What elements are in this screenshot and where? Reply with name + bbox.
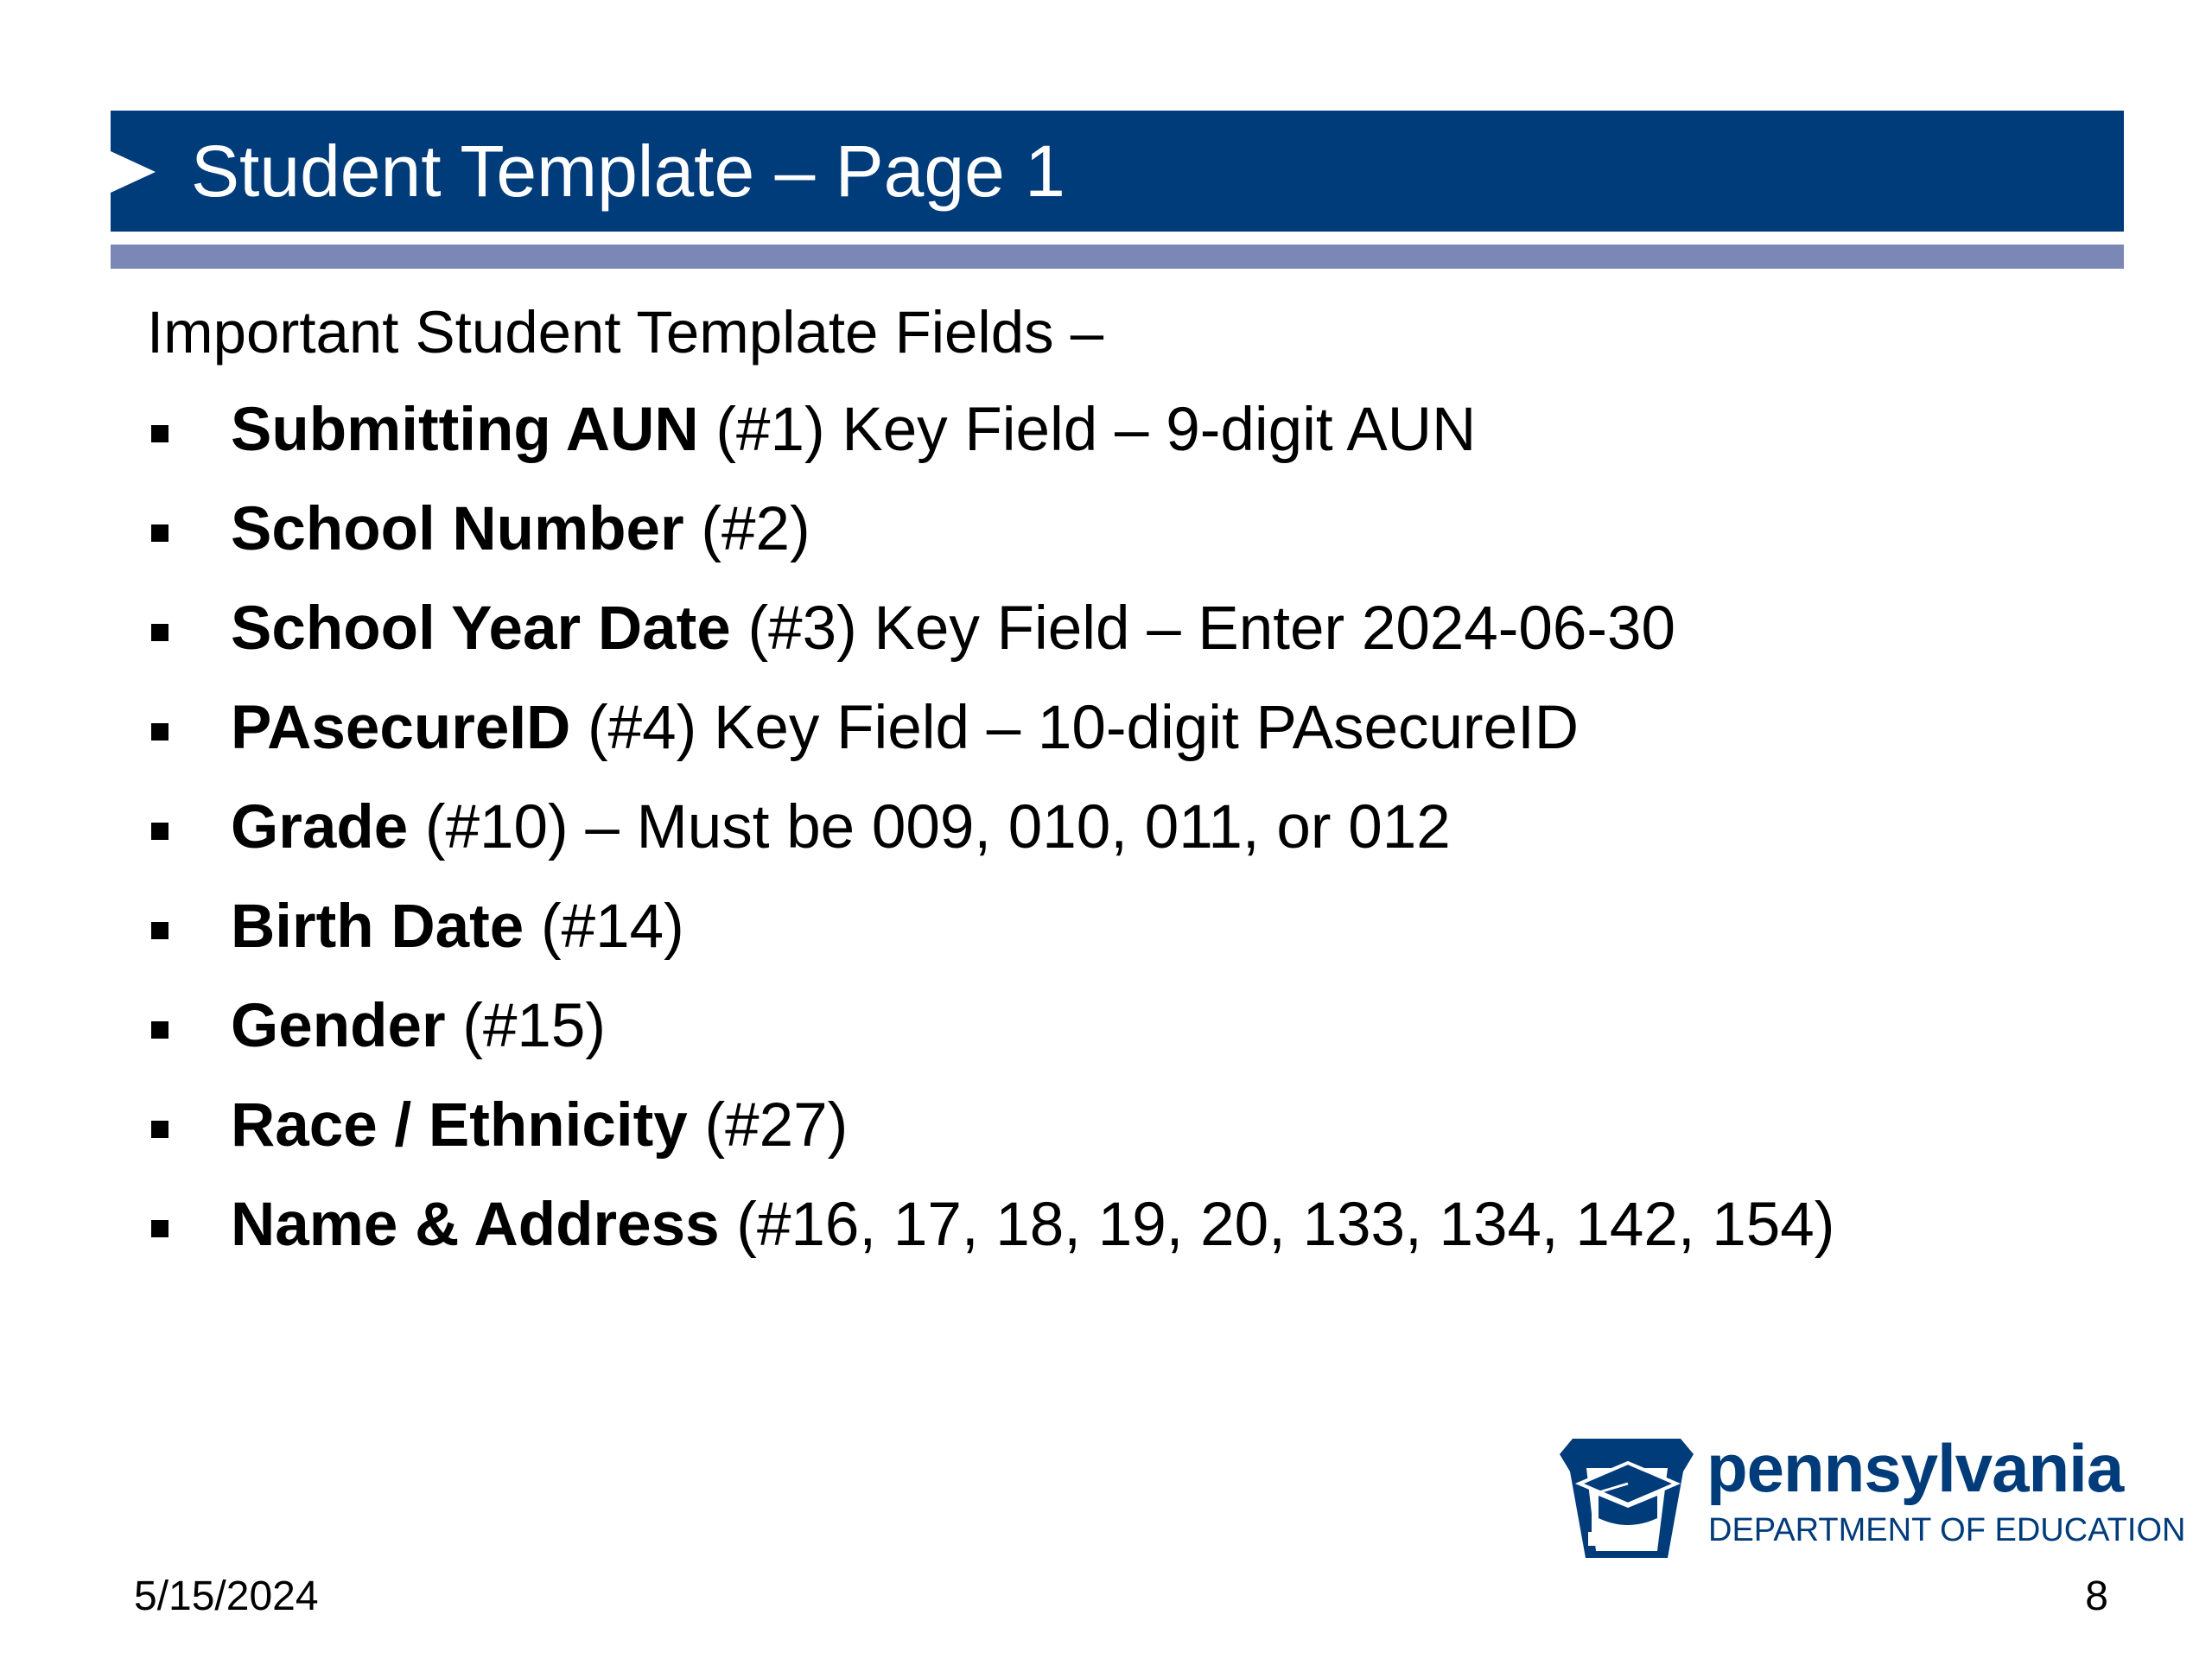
field-text (231, 1191, 1834, 1260)
title-arrow-icon (111, 151, 156, 193)
bullet-icon (151, 624, 168, 641)
field-text (231, 694, 1579, 763)
bullet-icon (151, 922, 168, 939)
logo-department-text: DEPARTMENT OF EDUCATION (1708, 1512, 2186, 1548)
field-name: Grade (231, 793, 409, 861)
field-detail: (#15) (445, 992, 607, 1060)
field-text (231, 893, 684, 962)
intro-text: Important Student Template Fields – (147, 299, 1104, 365)
bullet-icon (151, 823, 168, 840)
bullet-icon (151, 1021, 168, 1039)
field-name: PAsecureID (231, 694, 571, 762)
field-detail: (#27) (687, 1091, 849, 1160)
bullet-icon (151, 1220, 168, 1237)
title-underline-bar (111, 245, 2124, 269)
slide-title-bar (111, 111, 2124, 232)
field-text (231, 396, 1476, 465)
bullet-icon (151, 524, 168, 542)
bullet-icon (151, 723, 168, 741)
field-name: School Number (231, 495, 684, 563)
logo-brand-text: pennsylvania (1707, 1430, 2124, 1506)
field-detail: (#16, 17, 18, 19, 20, 133, 134, 142, 154) (719, 1191, 1835, 1259)
field-text (231, 793, 1451, 862)
field-detail: (#4) Key Field – 10-digit PAsecureID (570, 694, 1580, 762)
field-name: School Year Date (231, 594, 731, 663)
slide-title: Student Template – Page 1 (191, 130, 1065, 212)
field-detail: (#14) (524, 893, 684, 961)
field-name: Gender (231, 992, 446, 1060)
field-name: Race / Ethnicity (231, 1091, 688, 1160)
field-detail: (#3) Key Field – Enter 2024-06-30 (730, 594, 1676, 663)
field-detail: (#2) (683, 495, 810, 563)
bullet-icon (151, 1121, 168, 1138)
field-name: Name & Address (231, 1191, 720, 1259)
bullet-icon (151, 425, 168, 442)
field-text (231, 594, 1675, 664)
field-text (231, 1091, 848, 1160)
field-text (231, 992, 606, 1061)
field-name: Submitting AUN (231, 396, 699, 464)
field-text (231, 495, 810, 564)
footer-date: 5/15/2024 (134, 1573, 319, 1619)
field-name: Birth Date (231, 893, 524, 961)
page-number: 8 (2085, 1573, 2108, 1619)
field-detail: (#1) Key Field – 9-digit AUN (698, 396, 1477, 464)
pennsylvania-education-logo (1555, 1421, 2186, 1568)
field-detail: (#10) – Must be 009, 010, 011, or 012 (408, 793, 1451, 861)
keystone-graduation-cap-icon (1555, 1421, 1698, 1564)
